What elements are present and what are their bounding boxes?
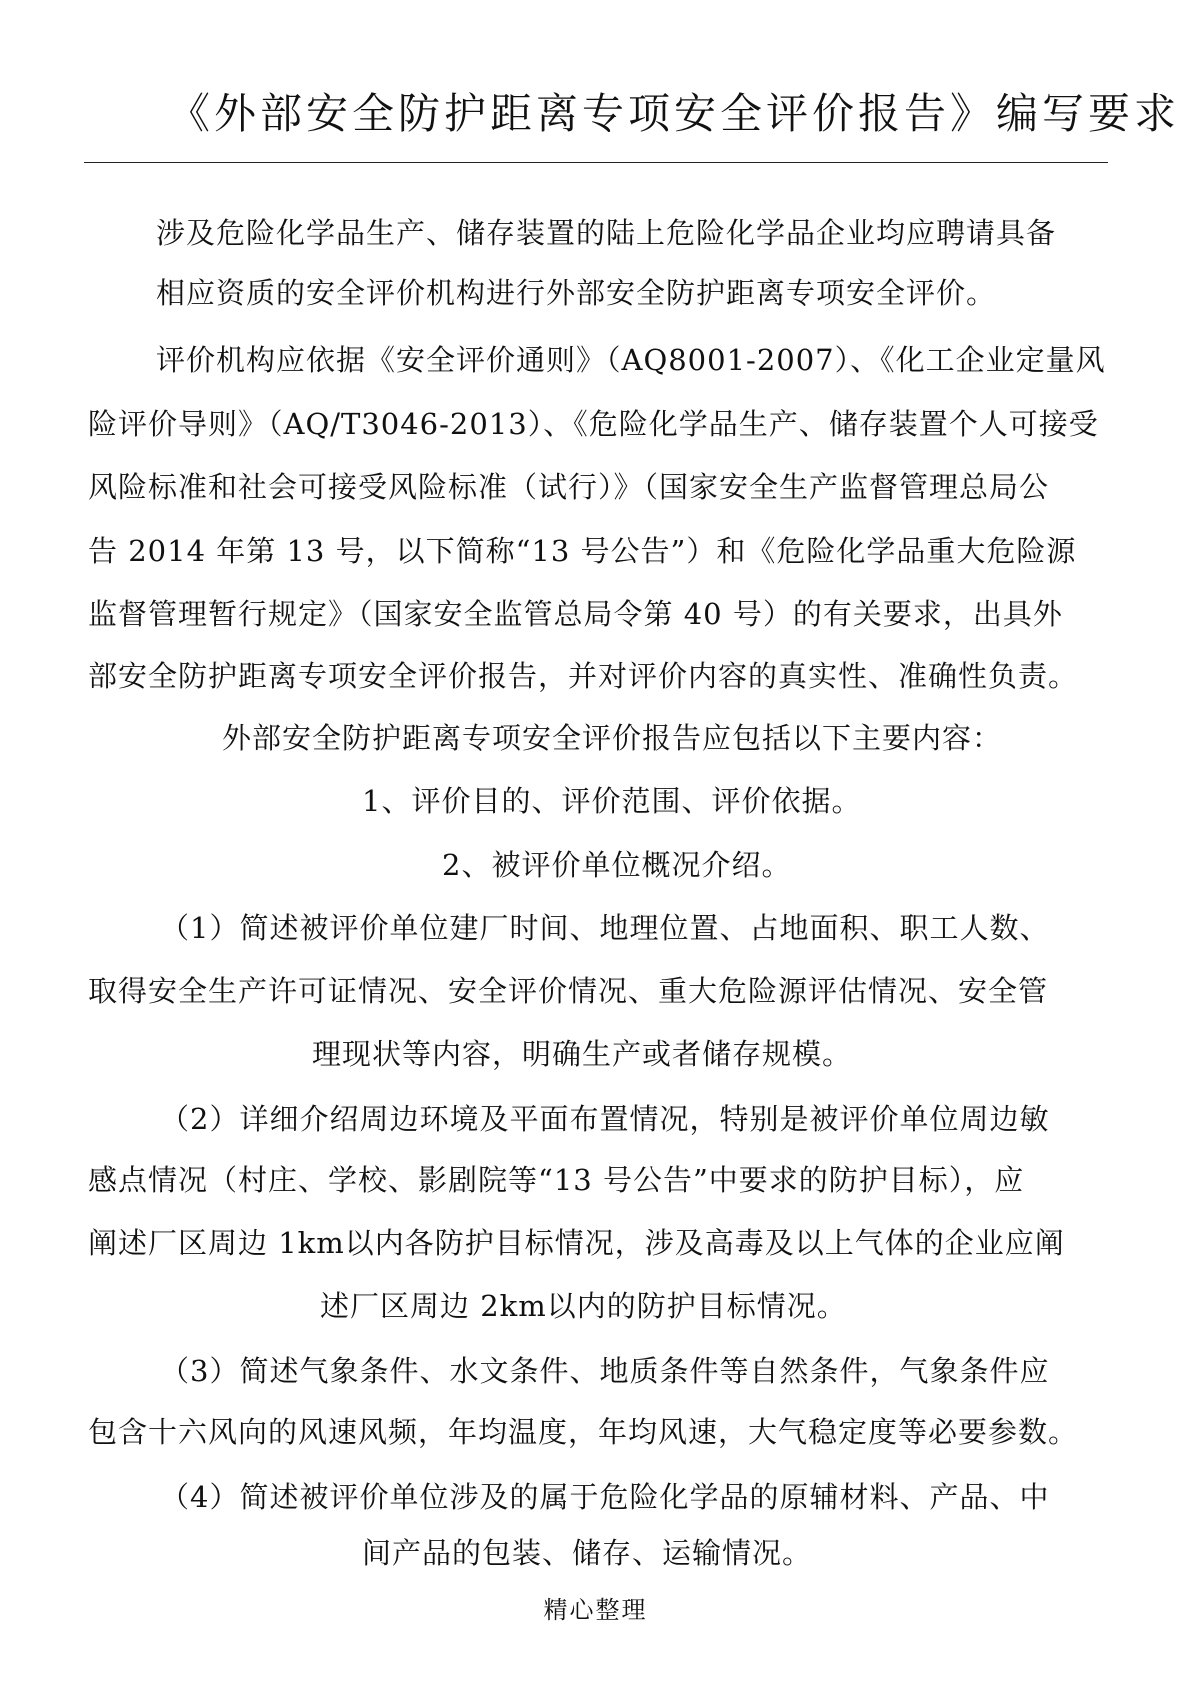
text-line: （3）简述气象条件、水文条件、地质条件等自然条件，气象条件应 [160, 1354, 1050, 1388]
text-line: 风险标准和社会可接受风险标准（试行）》（国家安全生产监督管理总局公 [88, 470, 1050, 504]
text-line: 包含十六风向的风速风频，年均温度，年均风速，大气稳定度等必要参数。 [88, 1415, 1079, 1449]
text-line: 监督管理暂行规定》（国家安全监管总局令第 40 号）的有关要求，出具外 [88, 597, 1063, 631]
text-line: 部安全防护距离专项安全评价报告，并对评价内容的真实性、准确性负责。 [88, 659, 1079, 693]
document-title: 《外部安全防护距离专项安全评价报告》编写要求 [168, 89, 1181, 138]
text-line: （1）简述被评价单位建厂时间、地理位置、占地面积、职工人数、 [160, 911, 1050, 945]
text-line: 告 2014 年第 13 号，以下简称“13 号公告”）和《危险化学品重大危险源 [88, 534, 1077, 568]
page-footer: 精心整理 [543, 1596, 648, 1624]
text-line: 感点情况（村庄、学校、影剧院等“13 号公告”中要求的防护目标），应 [88, 1163, 1025, 1197]
text-line: 理现状等内容，明确生产或者储存规模。 [312, 1037, 853, 1071]
text-line: （2）详细介绍周边环境及平面布置情况，特别是被评价单位周边敏 [160, 1102, 1050, 1136]
text-line: （4）简述被评价单位涉及的属于危险化学品的原辅材料、产品、中 [160, 1480, 1050, 1514]
text-line: 述厂区周边 2km以内的防护目标情况。 [320, 1289, 847, 1323]
text-line: 阐述厂区周边 1km以内各防护目标情况，涉及高毒及以上气体的企业应阐 [88, 1226, 1065, 1260]
text-line: 取得安全生产许可证情况、安全评价情况、重大危险源评估情况、安全管 [88, 974, 1049, 1008]
text-line: 间产品的包装、储存、运输情况。 [362, 1536, 813, 1570]
text-line: 涉及危险化学品生产、储存装置的陆上危险化学品企业均应聘请具备 [156, 216, 1057, 250]
text-line: 2、被评价单位概况介绍。 [442, 848, 792, 882]
text-line: 评价机构应依据《安全评价通则》（AQ8001-2007）、《化工企业定量风 [156, 343, 1106, 377]
text-line: 相应资质的安全评价机构进行外部安全防护距离专项安全评价。 [156, 276, 997, 310]
text-line: 外部安全防护距离专项安全评价报告应包括以下主要内容： [222, 721, 1003, 755]
text-line: 1、评价目的、评价范围、评价依据。 [362, 784, 862, 818]
text-line: 险评价导则》（AQ/T3046-2013）、《危险化学品生产、储存装置个人可接受 [88, 407, 1099, 441]
title-divider [84, 162, 1108, 163]
